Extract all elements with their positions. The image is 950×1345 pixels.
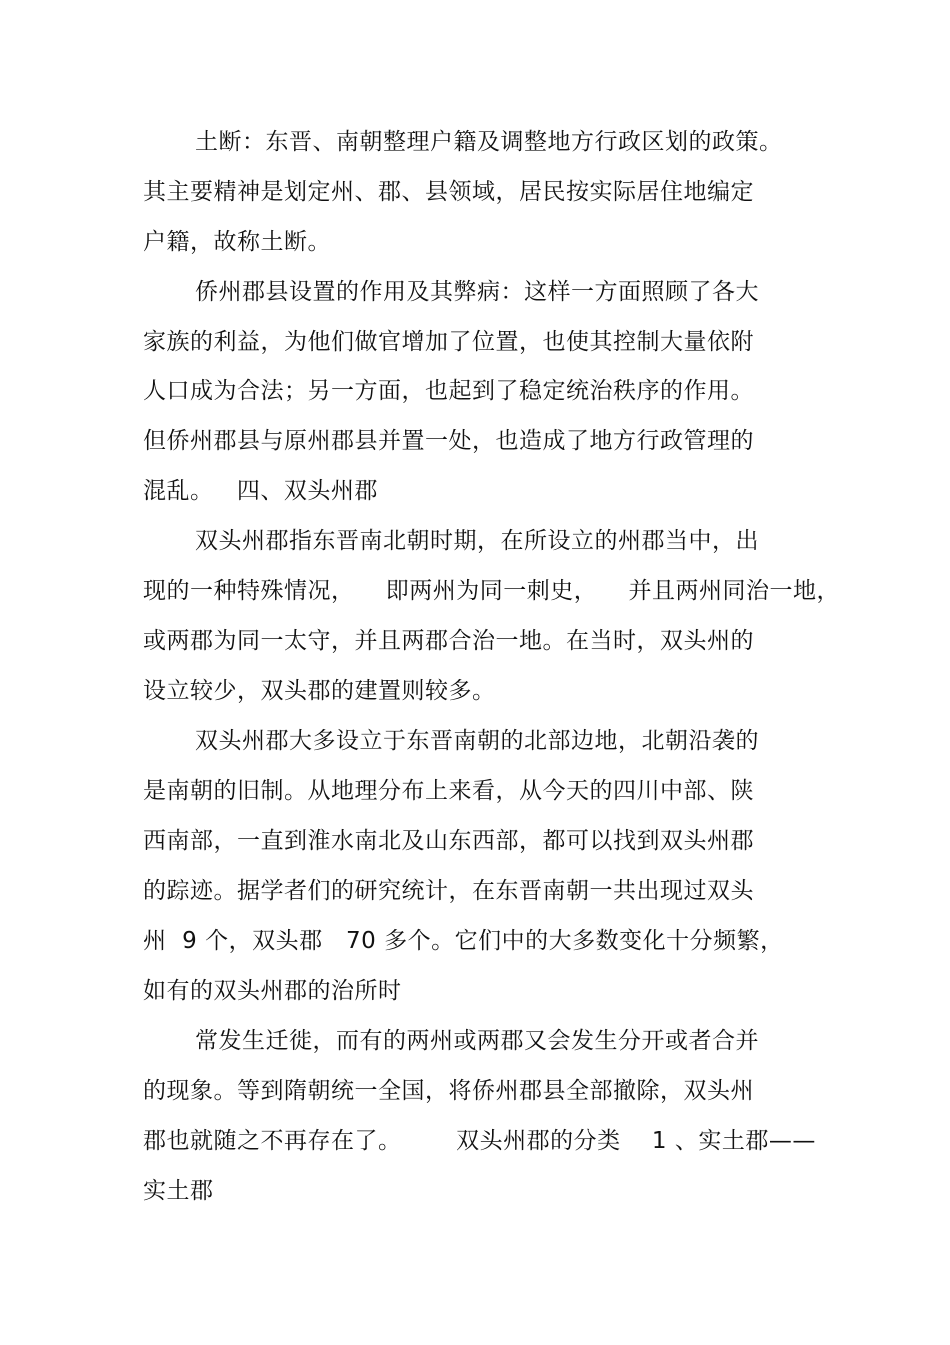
text-line: 但侨州郡县与原州郡县并置一处，也造成了地方行政管理的	[143, 428, 754, 454]
text-line: 实土郡	[143, 1178, 214, 1204]
text-line: 双头州郡指东晋南北朝时期，在所设立的州郡当中，出	[195, 528, 759, 554]
text-line: 如有的双头州郡的治所时	[143, 978, 402, 1004]
text-line: 现的一种特殊情况， 即两州为同一刺史， 并且两州同治一地，	[143, 578, 840, 604]
text-line: 土断：东晋、南朝整理户籍及调整地方行政区划的政策。	[195, 129, 783, 155]
text-line: 双头州郡大多设立于东晋南朝的北部边地，北朝沿袭的	[195, 728, 759, 754]
text-line: 的踪迹。据学者们的研究统计，在东晋南朝一共出现过双头	[143, 878, 754, 904]
text-line: 州 9 个，双头郡 70 多个。它们中的大多数变化十分频繁，	[143, 928, 784, 954]
text-line: 家族的利益，为他们做官增加了位置，也使其控制大量依附	[143, 329, 754, 355]
text-line: 户籍，故称土断。	[143, 229, 331, 255]
text-line: 是南朝的旧制。从地理分布上来看，从今天的四川中部、陕	[143, 778, 754, 804]
text-line: 或两郡为同一太守，并且两郡合治一地。在当时，双头州的	[143, 628, 754, 654]
text-line: 设立较少，双头郡的建置则较多。	[143, 678, 496, 704]
text-line: 西南部，一直到淮水南北及山东西部，都可以找到双头州郡	[143, 828, 754, 854]
text-line: 常发生迁徙，而有的两州或两郡又会发生分开或者合并	[195, 1028, 759, 1054]
text-line: 郡也就随之不再存在了。 双头州郡的分类 1 、实土郡——	[143, 1128, 816, 1154]
text-line: 人口成为合法；另一方面，也起到了稳定统治秩序的作用。	[143, 378, 754, 404]
text-line: 混乱。 四、双头州郡	[143, 478, 378, 504]
text-line: 的现象。等到隋朝统一全国，将侨州郡县全部撤除，双头州	[143, 1078, 754, 1104]
text-line: 其主要精神是划定州、郡、县领域，居民按实际居住地编定	[143, 179, 754, 205]
text-line: 侨州郡县设置的作用及其弊病：这样一方面照顾了各大	[195, 279, 759, 305]
